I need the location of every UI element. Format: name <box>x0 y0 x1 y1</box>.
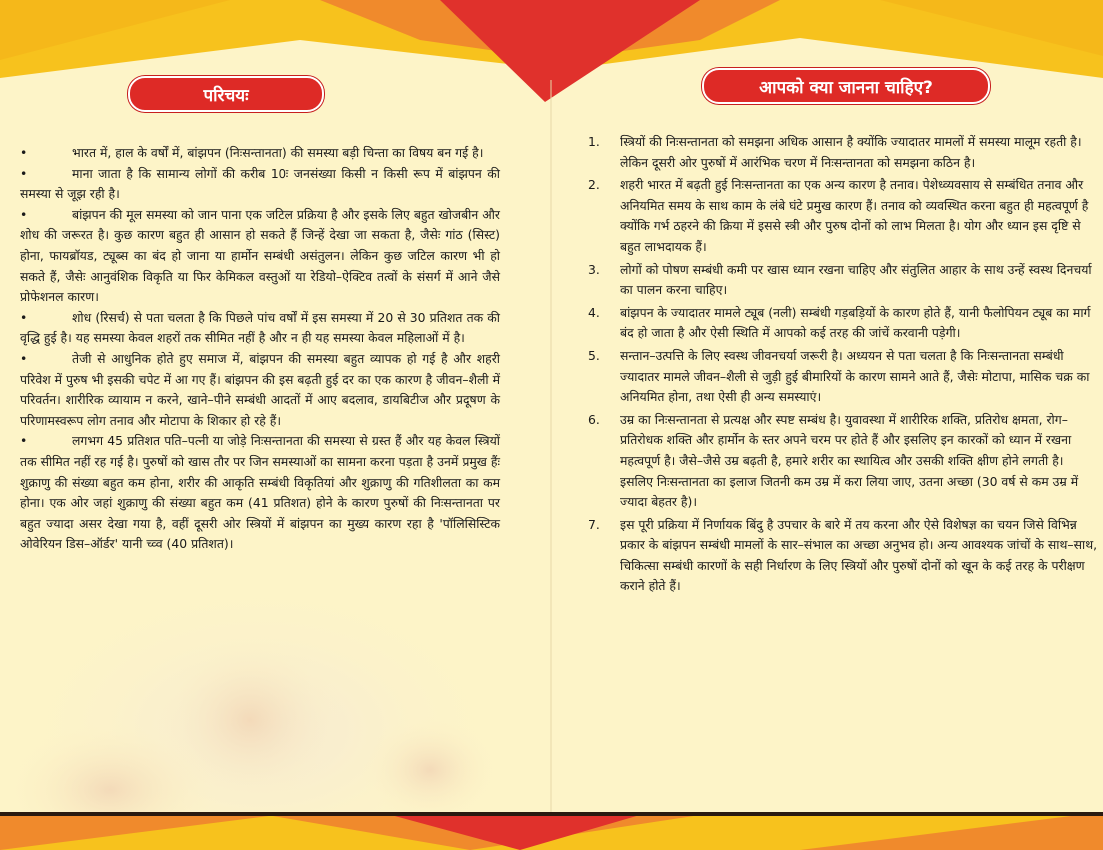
intro-section <box>20 143 500 555</box>
bullet-icon: • <box>20 309 28 325</box>
item-text: बांझपन के ज्यादातर मामले ट्यूब (नली) सम्बंधी गड़बड़ियों के कारण होते हैं, यानी फैलोपियन ट्यूब का मार्ग बंद हो जाता है और ऐसी स्थिति में आपको कई तरह की जांचें करवानी पड़ेगी। <box>620 304 1091 341</box>
item-text: उम्र का निःसन्तानता से प्रत्यक्ष और स्पष्ट सम्बंध है। युवावस्था में शारीरिक शक्ति, प्रतिरोध क्षमता, रोग–प्रतिरोधक शक्ति और हार्मोन के स्तर अपने चरम पर होते हैं और इसलिए इन कारकों को ध्यान में रखना महत्वपूर्ण है। जैसे–जैसे उम्र बढ़ती है, हमारे शरीर का स्थायित्व और उसकी शक्ति क्षीण होने लगती है। इसलिए निःसन्तानता का इलाज जितनी कम उम्र में करा लिया जाए, उतना अच्छा (30 वर्ष से कम उम्र में ज्यादा बेहतर है)। <box>620 411 1079 510</box>
item-number: 4. <box>588 304 600 320</box>
bullet-icon: • <box>20 206 28 222</box>
item-number: 2. <box>588 177 600 193</box>
list-item <box>588 175 1098 257</box>
item-number: 5. <box>588 347 600 363</box>
intro-paragraph: • तेजी से आधुनिक होते हुए समाज में, बांझपन की समस्या बहुत व्यापक हो गई है और शहरी परिवेश में पुरुष भी इसकी चपेट में आ गए हैं। बांझपन की इस बढ़ती हुई दर का एक कारण है जीवन–शैली में परिवर्तन। शारीरिक व्यायाम न करने, खाने–पीने सम्बंधी आदतों में आए बदलाव, डायबिटीज और प्रदूषण के परिणामस्वरूप लोग तनाव और मोटापा के शिकार हो रहे हैं। <box>20 350 500 428</box>
list-item <box>588 410 1098 513</box>
bullet-icon: • <box>20 350 28 366</box>
list-item <box>588 303 1098 344</box>
item-number: 6. <box>588 411 600 427</box>
item-text: लोगों को पोषण सम्बंधी कमी पर खास ध्यान रखना चाहिए और संतुलित आहार के साथ उन्हें स्वस्थ दिनचर्या का पालन करना चाहिए। <box>620 261 1092 298</box>
intro-paragraph: • लगभग 45 प्रतिशत पति–पत्नी या जोड़े निःसन्तानता की समस्या से ग्रस्त हैं और यह केवल स्त्रियों तक सीमित नहीं रह गई है। पुरुषों को खास तौर पर जिन समस्याओं का सामना करना पड़ता है उनमें प्रमुख हैंः शुक्राणु की संख्या बहुत कम होना, शरीर की आकृति सम्बंधी विकृतियां और शुक्राणु की गतिशीलता का कम होना। एक ओर जहां शुक्राणु की संख्या बहुत कम (41 प्रतिशत) होने के कारण पुरुषों की निःसन्तानता पर बहुत ज्यादा असर देखा गया है, वहीं दूसरी ओर स्त्रियों में बांझपन का मुख्य कारण रहा है 'पॉलिसिस्टिक ओवेरियन डिस–ऑर्डर' यानी च्व्व (40 प्रतिशत)। <box>20 433 500 552</box>
bullet-icon: • <box>20 433 28 449</box>
item-text: स्त्रियों की निःसन्तानता को समझना अधिक आसान है क्योंकि ज्यादातर मामलों में समस्या मालूम रहती है। लेकिन दूसरी ओर पुरुषों में आरंभिक चरण में निःसन्तानता को समझना कठिन है। <box>620 134 1082 170</box>
item-text: इस पूरी प्रक्रिया में निर्णायक बिंदु है उपचार के बारे में तय करना और ऐसे विशेषज्ञ का चयन जिसे विभिन्न प्रकार के बांझपन सम्बंधी मामलों के सार–संभाल का अच्छा अनुभव हो। अन्य आवश्यक जांचों के साथ–साथ, चिकित्सा सम्बंधी कारणों के सही निर्धारण के लिए स्त्रियों और पुरुषों दोनों को खून के कई तरह के परीक्षण कराने होते हैं। <box>620 516 1098 594</box>
item-number: 7. <box>588 516 600 532</box>
intro-paragraph: • माना जाता है कि सामान्य लोगों की करीब 10ः जनसंख्या किसी न किसी रूप में बांझपन की समस्या से जूझ रही है। <box>20 165 500 202</box>
intro-paragraph: • बांझपन की मूल समस्या को जान पाना एक जटिल प्रक्रिया है और इसके लिए बहुत खोजबीन और शोध की जरूरत है। कुछ कारण बहुत ही आसान हो सकते हैं जिन्हें देखा जा सकता है, जैसेः गांठ (सिस्ट) होना, फायब्रॉयड, ट्यूब्स का बंद हो जाना या हार्मोन सम्बंधी असंतुलन। लेकिन कुछ जटिल कारण भी हो सकते हैं, जैसेः आनुवंशिक विकृति या फिर केमिकल वस्तुओं या रेडियो–ऐक्टिव तत्वों के संसर्ग में आने जैसे प्रोफेशनल कारण। <box>20 206 500 305</box>
bullet-icon: • <box>20 165 28 181</box>
list-item <box>588 346 1098 408</box>
list-item <box>588 515 1098 597</box>
what-to-know-heading: आपको क्या जानना चाहिए? <box>702 68 990 104</box>
list-item <box>588 260 1098 301</box>
bullet-icon: • <box>20 145 28 160</box>
item-number: 1. <box>588 134 600 149</box>
item-text: शहरी भारत में बढ़ती हुई निःसन्तानता का एक अन्य कारण है तनाव। पेशेध्व्यवसाय से सम्बंधित तनाव और अनियमित समय के साथ काम के लंबे घंटे प्रमुख कारण हैं। तनाव को व्यवस्थित करना बहुत ही महत्वपूर्ण है क्योंकि गर्भ ठहरने की क्रिया में इससे स्त्री और पुरुष दोनों को लाभ मिलता है। योग और ध्यान इस दृष्टि से बहुत लाभदायक हैं। <box>620 177 1089 254</box>
list-item <box>588 132 1098 173</box>
intro-paragraph: • भारत में, हाल के वर्षों में, बांझपन (निःसन्तानता) की समस्या बड़ी चिन्ता का विषय बन गई है। <box>20 143 500 164</box>
what-to-know-list <box>588 132 1098 599</box>
item-text: सन्तान–उत्पत्ति के लिए स्वस्थ जीवनचर्या जरूरी है। अध्ययन से पता चलता है कि निःसन्तानता सम्बंधी ज्यादातर मामले जीवन–शैली से जुड़ी हुई बीमारियों के कारण सामने आते हैं, जैसेः मोटापा, मासिक चक्र का अनियमित होना, तथा ऐसी ही अन्य समस्याएं। <box>620 347 1090 405</box>
intro-paragraph: • शोध (रिसर्च) से पता चलता है कि पिछले पांच वर्षों में इस समस्या में 20 से 30 प्रतिशत तक की वृद्धि हुई है। यह समस्या केवल शहरों तक सीमित नहीं है और न ही यह समस्या केवल महिलाओं में है। <box>20 309 500 346</box>
intro-heading: परिचयः <box>128 76 324 112</box>
item-number: 3. <box>588 261 600 277</box>
